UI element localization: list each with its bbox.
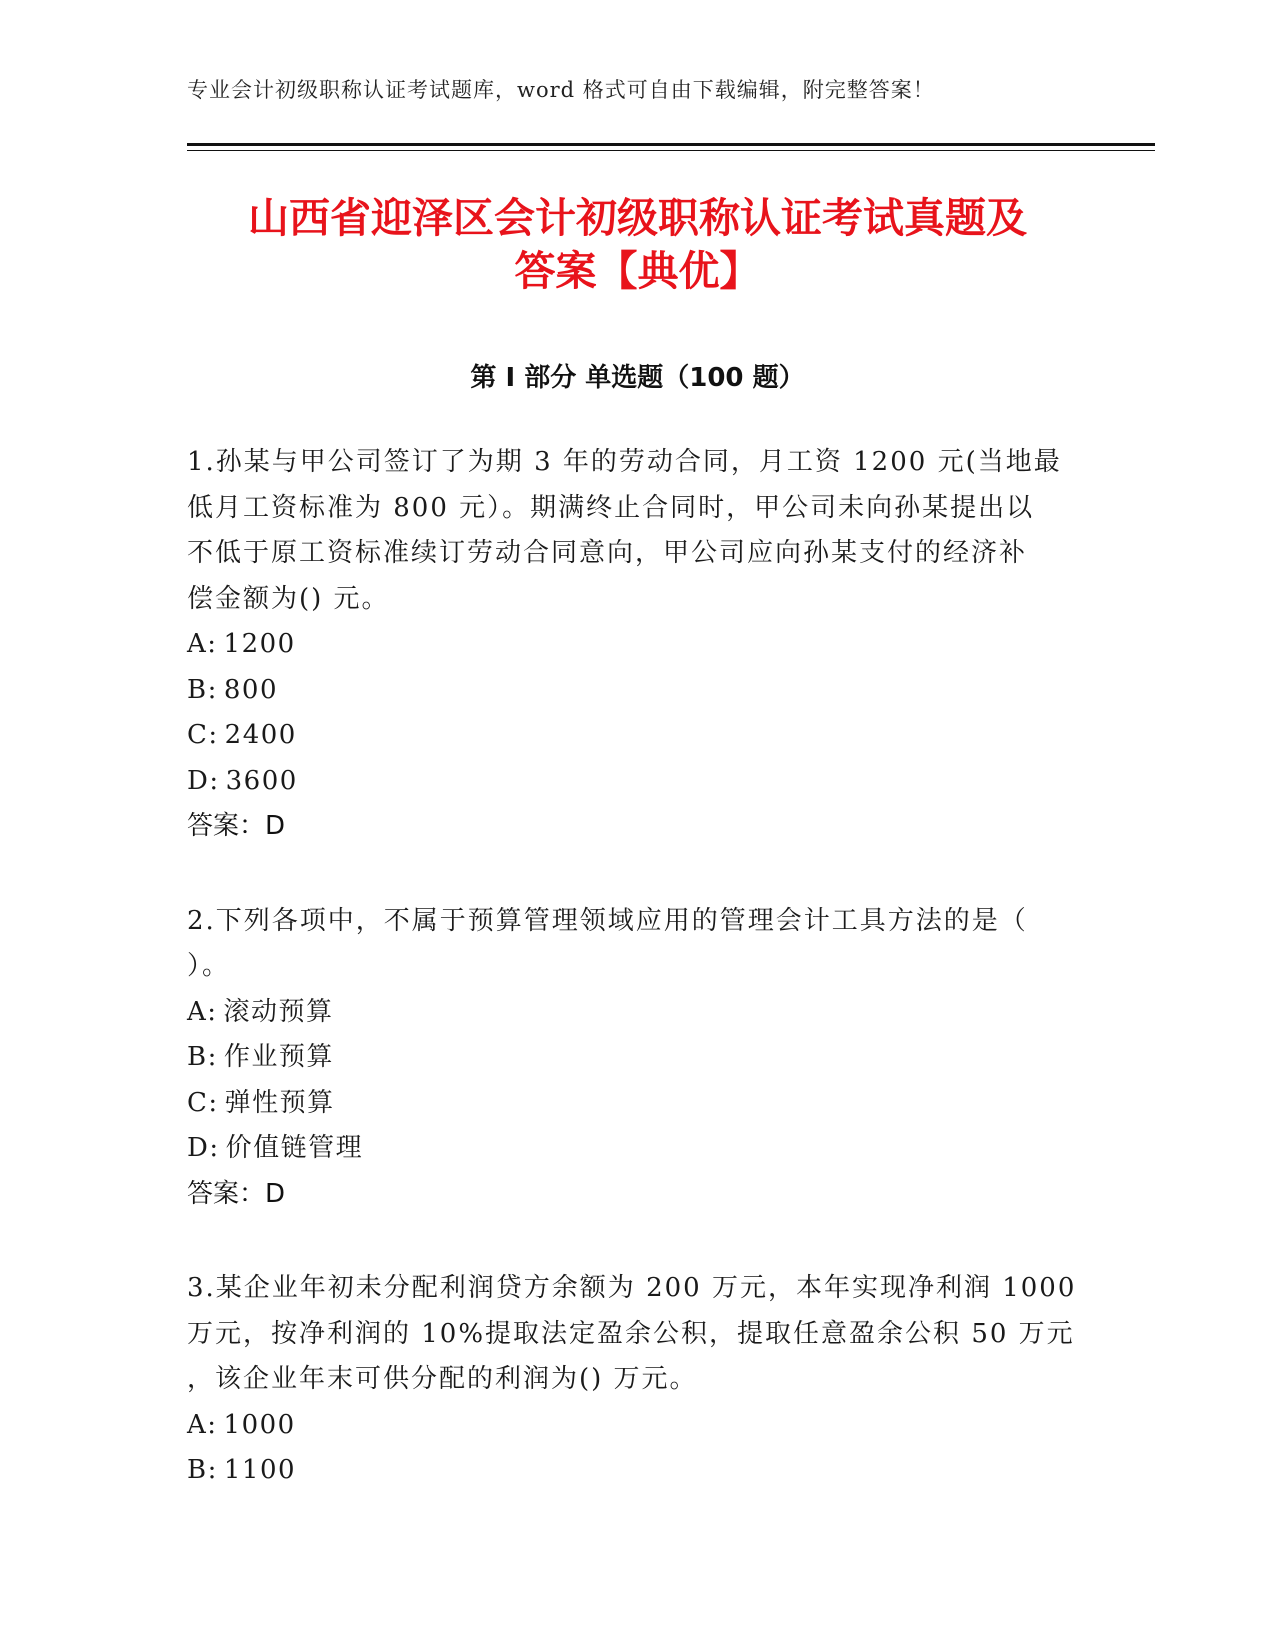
answer-label: 答案： xyxy=(187,1178,266,1209)
option-d xyxy=(187,759,1067,805)
header-divider-thick xyxy=(187,143,1155,146)
option-text: 作业预算 xyxy=(223,1042,334,1072)
question-list xyxy=(187,440,1077,1543)
option-b xyxy=(187,1035,1067,1081)
title-line-2: 答案【典优】 xyxy=(514,247,761,295)
stem-line: 低月工资标准为 800 元）。期满终止合同时，甲公司未向孙某提出以 xyxy=(187,492,1035,523)
stem-line: ）。 xyxy=(187,951,231,981)
option-letter: B: xyxy=(187,674,218,705)
option-b xyxy=(187,1448,1067,1494)
stem-line: 1.孙某与甲公司签订了为期 3 年的劳动合同，月工资 1200 元(当地最 xyxy=(187,447,1062,477)
option-text: 800 xyxy=(223,674,279,705)
answer-line xyxy=(187,1172,1067,1218)
option-b xyxy=(187,668,1067,714)
question-stem xyxy=(187,1266,1077,1403)
option-text: 价值链管理 xyxy=(225,1133,364,1163)
option-letter: A: xyxy=(187,1409,218,1440)
option-letter: B: xyxy=(187,1042,218,1072)
answer-line xyxy=(187,804,1067,850)
question-3 xyxy=(187,1266,1077,1494)
option-text: 弹性预算 xyxy=(224,1087,335,1118)
answer-value: D xyxy=(265,1178,286,1209)
answer-label: 答案： xyxy=(187,811,266,841)
option-text: 3600 xyxy=(225,765,298,796)
stem-line: 万元，按净利润的 10%提取法定盈余公积，提取任意盈余公积 50 万元 xyxy=(187,1318,1075,1349)
question-2 xyxy=(187,899,1067,1218)
question-stem xyxy=(187,440,1067,622)
option-text: 2400 xyxy=(224,720,297,750)
stem-line: 3.某企业年初未分配利润贷方余额为 200 万元，本年实现净利润 1000 xyxy=(187,1273,1077,1303)
option-letter: A: xyxy=(187,629,218,659)
document-title xyxy=(160,192,1115,298)
option-text: 1000 xyxy=(223,1409,296,1440)
stem-line: 不低于原工资标准续订劳动合同意向，甲公司应向孙某支付的经济补 xyxy=(187,538,1028,568)
option-a xyxy=(187,622,1067,668)
option-text: 1100 xyxy=(223,1455,297,1485)
option-c xyxy=(187,1081,1067,1127)
option-a xyxy=(187,990,1067,1036)
stem-line: 2.下列各项中，不属于预算管理领域应用的管理会计工具方法的是（ xyxy=(187,905,1028,936)
option-text: 1200 xyxy=(223,629,296,659)
option-c xyxy=(187,713,1067,759)
stem-line: 偿金额为() 元。 xyxy=(187,583,390,614)
question-stem xyxy=(187,899,1067,990)
option-letter: A: xyxy=(187,996,218,1027)
option-text: 滚动预算 xyxy=(223,996,334,1027)
answer-value: D xyxy=(265,811,286,841)
option-letter: D: xyxy=(187,765,220,796)
header-divider-thin xyxy=(187,150,1155,151)
option-letter: D: xyxy=(187,1133,220,1163)
stem-line: ，该企业年末可供分配的利润为() 万元。 xyxy=(187,1364,698,1394)
option-letter: C: xyxy=(187,1087,219,1118)
title-line-1: 山西省迎泽区会计初级职称认证考试真题及 xyxy=(248,194,1027,242)
header-note: 专业会计初级职称认证考试题库，word 格式可自由下载编辑，附完整答案！ xyxy=(187,78,935,102)
question-1 xyxy=(187,440,1067,850)
option-letter: B: xyxy=(187,1455,218,1485)
option-a xyxy=(187,1403,1067,1449)
option-d xyxy=(187,1126,1067,1172)
section-heading: 第 I 部分 单选题（100 题） xyxy=(470,363,805,393)
option-letter: C: xyxy=(187,720,219,750)
